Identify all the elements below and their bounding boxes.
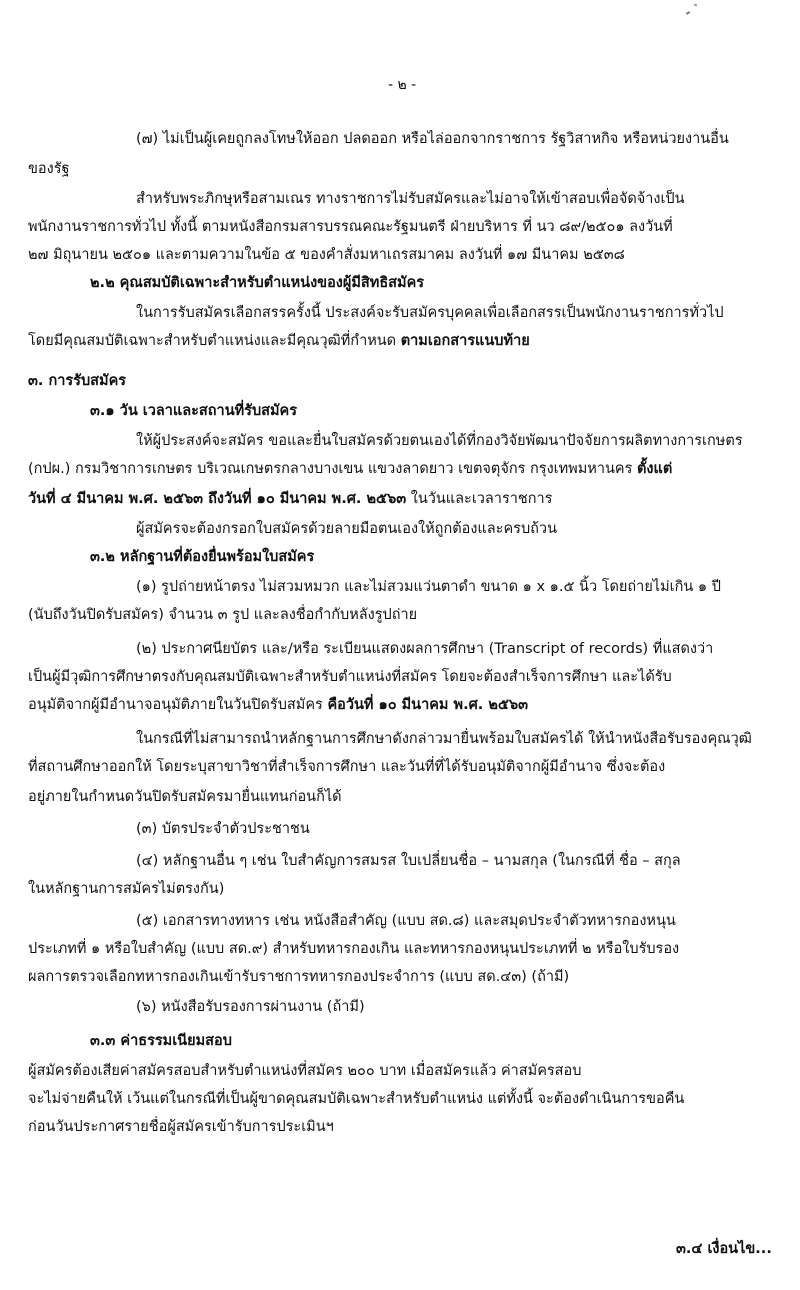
para-line: ให้ผู้ประสงค์จะสมัคร ขอและยื่นใบสมัครด้วยตนเองได้ที่กองวิจัยพัฒนาปัจจัยการผลิตทางการเกษตร <box>136 433 743 449</box>
section-heading-3-3: ๓.๓ ค่าธรรมเนียมสอบ <box>90 1033 232 1049</box>
para-line: ผู้สมัครจะต้องกรอกใบสมัครด้วยลายมือตนเองให้ถูกต้องและครบถ้วน <box>136 521 557 537</box>
para-line: (๔) หลักฐานอื่น ๆ เช่น ใบสำคัญการสมรส ใบเปลี่ยนชื่อ – นามสกุล (ในกรณีที่ ชื่อ – สกุล <box>136 853 681 869</box>
para-line: ในกรณีที่ไม่สามารถนำหลักฐานการศึกษาดังกล่าวมายื่นพร้อมใบสมัครได้ ให้นำหนังสือรับรองคุณวุฒิ <box>136 731 752 747</box>
section-heading-3-1: ๓.๑ วัน เวลาและสถานที่รับสมัคร <box>90 403 298 419</box>
para-line: (๒) ประกาศนียบัตร และ/หรือ ระเบียนแสดงผลการศึกษา (Transcript of records) ที่แสดงว่า <box>136 641 714 657</box>
attachment-reference: ตามเอกสารแนบท้าย <box>400 333 530 349</box>
section-heading-3-2: ๓.๒ หลักฐานที่ต้องยื่นพร้อมใบสมัคร <box>90 549 315 565</box>
continuation-footer: ๓.๔ เงื่อนไข... <box>676 1241 772 1257</box>
scan-speck <box>686 11 690 15</box>
para-line: ในการรับสมัครเลือกสรรครั้งนี้ ประสงค์จะรับสมัครบุคคลเพื่อเลือกสรรเป็นพนักงานราชการทั่วไป <box>136 305 724 321</box>
page-number: - ๒ - <box>388 77 417 93</box>
para-line: (๑) รูปถ่ายหน้าตรง ไม่สวมหมวก และไม่สวมแว่นตาดำ ขนาด ๑ x ๑.๕ นิ้ว โดยถ่ายไม่เกิน ๑ ปี <box>136 579 721 595</box>
section-heading-3: ๓. การรับสมัคร <box>28 373 127 389</box>
scan-speck <box>694 4 698 7</box>
section-heading-2-2: ๒.๒ คุณสมบัติเฉพาะสำหรับตำแหน่งของผู้มีสิทธิสมัคร <box>90 275 425 291</box>
para-line: (๕) เอกสารทางทหาร เช่น หนังสือสำคัญ (แบบ สด.๘) และสมุดประจำตัวทหารกองหนุน <box>136 913 676 929</box>
application-dates: วันที่ ๔ มีนาคม พ.ศ. ๒๕๖๓ ถึงวันที่ ๑๐ มีนาคม พ.ศ. ๒๕๖๓ <box>28 491 407 507</box>
para-line: ประเภทที่ ๑ หรือใบสำคัญ (แบบ สด.๙) สำหรับทหารกองเกิน และทหารกองหนุนประเภทที่ ๒ หรือใบรับรอง <box>28 941 680 957</box>
para-line: (กปผ.) กรมวิชาการเกษตร บริเวณเกษตรกลางบางเขน แขวงลาดยาว เขตจตุจักร กรุงเทพมหานคร ตั้งแต่ <box>28 461 673 477</box>
para-line: ของรัฐ <box>28 161 70 177</box>
para-line: จะไม่จ่ายคืนให้ เว้นแต่ในกรณีที่เป็นผู้ขาดคุณสมบัติเฉพาะสำหรับตำแหน่ง แต่ทั้งนี้ จะต้องดำเนินการขอคืน <box>28 1091 685 1107</box>
closing-date: คือวันที่ ๑๐ มีนาคม พ.ศ. ๒๕๖๓ <box>327 697 529 713</box>
para-line: (นับถึงวันปิดรับสมัคร) จำนวน ๓ รูป และลงชื่อกำกับหลังรูปถ่าย <box>28 607 418 623</box>
para-line: อนุมัติจากผู้มีอำนาจอนุมัติภายในวันปิดรับสมัคร คือวันที่ ๑๐ มีนาคม พ.ศ. ๒๕๖๓ <box>28 697 529 713</box>
para-line: ๒๗ มิถุนายน ๒๕๐๑ และตามความในข้อ ๕ ของคำสั่งมหาเถรสมาคม ลงวันที่ ๑๗ มีนาคม ๒๕๓๘ <box>28 247 625 263</box>
para-line: สำหรับพระภิกษุหรือสามเณร ทางราชการไม่รับสมัครและไม่อาจให้เข้าสอบเพื่อจัดจ้างเป็น <box>136 191 685 207</box>
para-line: พนักงานราชการทั่วไป ทั้งนี้ ตามหนังสือกรมสารบรรณคณะรัฐมนตรี ฝ่ายบริหาร ที่ นว ๘๙/๒๕๐๑ ลงวันที่ <box>28 219 673 235</box>
para-line: ที่สถานศึกษาออกให้ โดยระบุสาขาวิชาที่สำเร็จการศึกษา และวันที่ที่ได้รับอนุมัติจากผู้มีอำนาจ ซึ่งจะต้อง <box>28 759 666 775</box>
para-line: ก่อนวันประกาศรายชื่อผู้สมัครเข้ารับการประเมินฯ <box>28 1119 334 1135</box>
para-line: วันที่ ๔ มีนาคม พ.ศ. ๒๕๖๓ ถึงวันที่ ๑๐ มีนาคม พ.ศ. ๒๕๖๓ ในวันและเวลาราชการ <box>28 491 553 507</box>
para-line: เป็นผู้มีวุฒิการศึกษาตรงกับคุณสมบัติเฉพาะสำหรับตำแหน่งที่สมัคร โดยจะต้องสำเร็จการศึกษา และได้รับ <box>28 669 672 685</box>
para-line: อยู่ภายในกำหนดวันปิดรับสมัครมายื่นแทนก่อนก็ได้ <box>28 789 342 805</box>
para-line: ผลการตรวจเลือกทหารกองเกินเข้ารับราชการทหารกองประจำการ (แบบ สด.๔๓) (ถ้ามี) <box>28 969 570 985</box>
para-line: (๗) ไม่เป็นผู้เคยถูกลงโทษให้ออก ปลดออก หรือไล่ออกจากราชการ รัฐวิสาหกิจ หรือหน่วยงานอื่น <box>136 131 729 147</box>
para-line: (๓) บัตรประจำตัวประชาชน <box>136 821 310 837</box>
para-line: ในหลักฐานการสมัครไม่ตรงกัน) <box>28 881 225 897</box>
para-line: (๖) หนังสือรับรองการผ่านงาน (ถ้ามี) <box>136 999 365 1015</box>
para-line: ผู้สมัครต้องเสียค่าสมัครสอบสำหรับตำแหน่งที่สมัคร ๒๐๐ บาท เมื่อสมัครแล้ว ค่าสมัครสอบ <box>28 1063 582 1079</box>
para-line: โดยมีคุณสมบัติเฉพาะสำหรับตำแหน่งและมีคุณวุฒิที่กำหนด ตามเอกสารแนบท้าย <box>28 333 530 349</box>
